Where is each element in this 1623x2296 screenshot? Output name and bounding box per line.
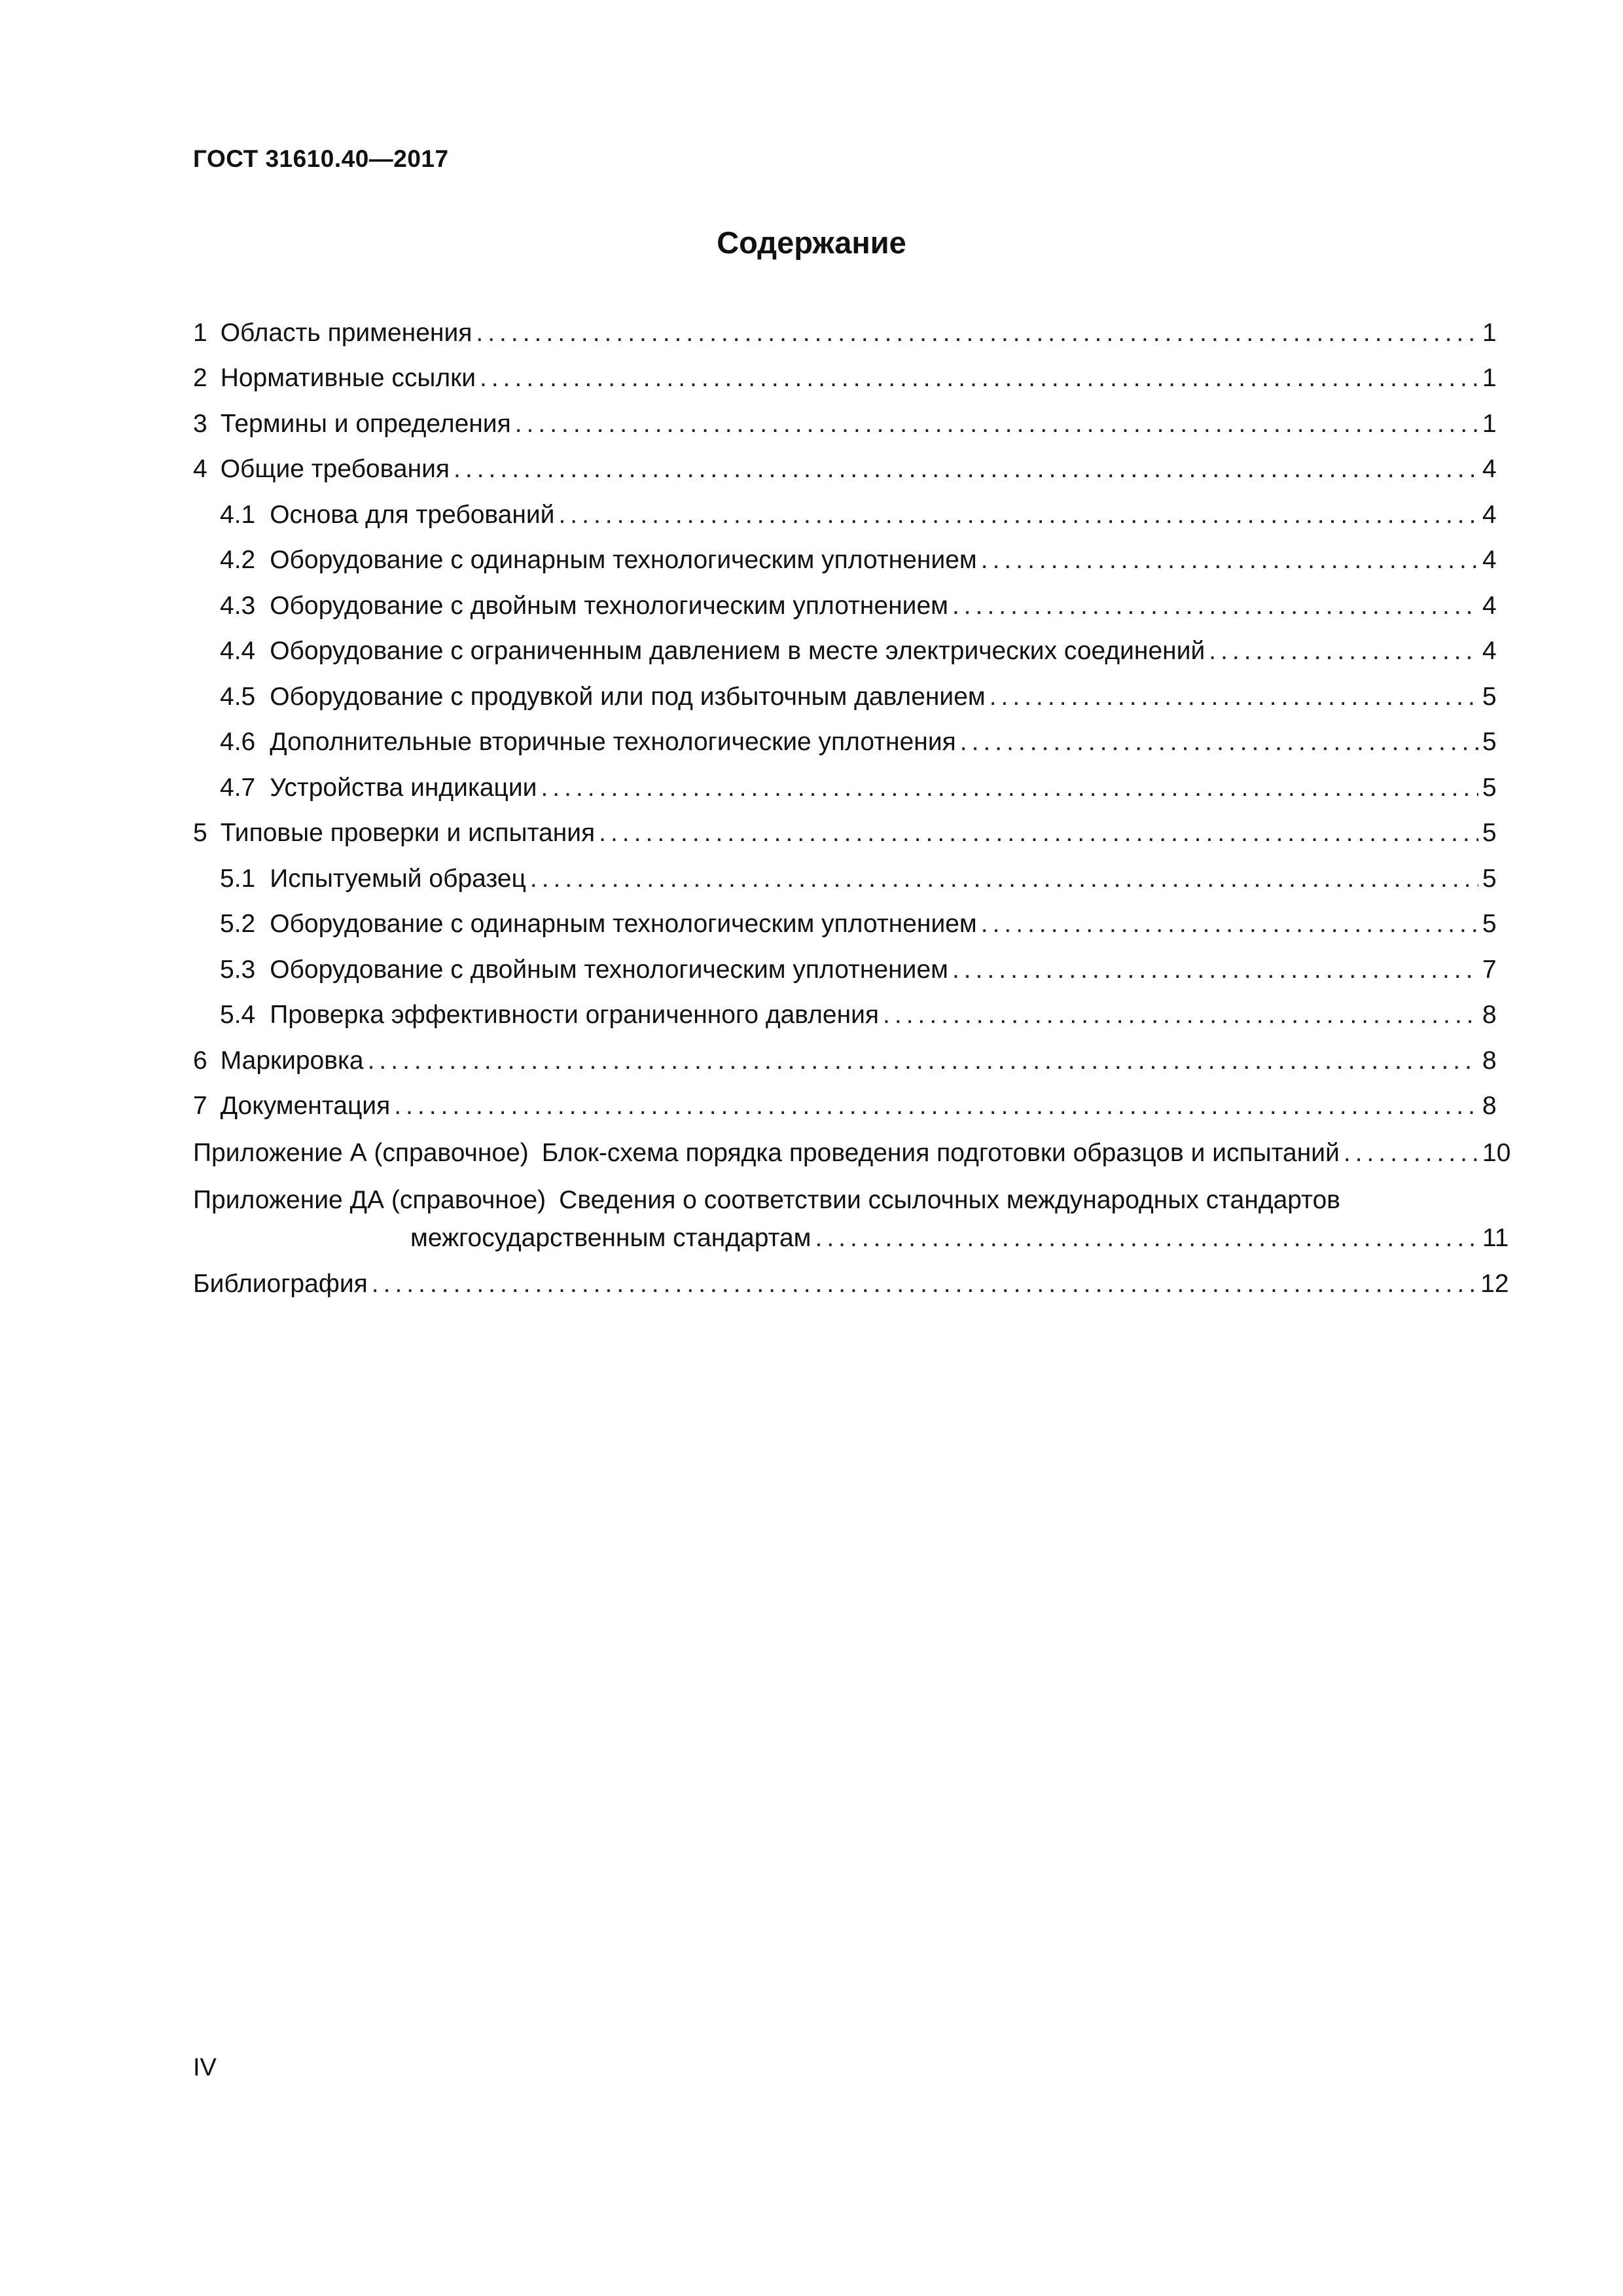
toc-entry-4-6[interactable] xyxy=(193,709,1495,755)
toc-entry-title: Оборудование с двойным технологическим уплотнением xyxy=(270,955,948,984)
toc-entry-title: Оборудование с одинарным технологическим уплотнением xyxy=(270,910,977,938)
toc-entry-page: 5 xyxy=(1482,864,1497,893)
toc-leader-dots xyxy=(952,593,1478,619)
toc-annex-title: Блок-схема порядка проведения подготовки образцов и испытаний xyxy=(541,1139,1340,1167)
toc-entry-number: 4.1 xyxy=(220,500,256,529)
toc-entry-1[interactable] xyxy=(193,300,1495,346)
toc-annex-title: Сведения о соответствии ссылочных международных стандартов xyxy=(559,1186,1340,1214)
toc-entry-title: Испытуемый образец xyxy=(270,864,526,893)
toc-entry-title: Проверка эффективности ограниченного давления xyxy=(270,1001,880,1029)
toc-entry-title: Область применения xyxy=(220,318,473,347)
toc-entry-page: 10 xyxy=(1482,1139,1511,1167)
toc-entry-title: Основа для требований xyxy=(270,500,555,529)
toc-entry-number: 1 xyxy=(193,318,207,347)
toc-entry-4-3[interactable] xyxy=(193,573,1495,619)
toc-entry-title: Оборудование с продувкой или под избыточным давлением xyxy=(270,682,986,711)
toc-annex-title-continued: межгосударственным стандартам xyxy=(410,1224,812,1252)
toc-entry-page: 7 xyxy=(1482,955,1497,984)
toc-entry-4-4[interactable] xyxy=(193,619,1495,664)
toc-entry-page: 8 xyxy=(1482,1092,1497,1120)
toc-entry-page: 8 xyxy=(1482,1046,1497,1075)
toc-entry-number: 3 xyxy=(193,409,207,438)
toc-entry-number: 4.6 xyxy=(220,728,256,756)
toc-entry-4-1[interactable] xyxy=(193,482,1495,528)
toc-entry-title: Типовые проверки и испытания xyxy=(220,819,596,847)
toc-entry-page: 11 xyxy=(1482,1224,1509,1252)
toc-entry-4-2[interactable] xyxy=(193,528,1495,573)
toc-leader-dots xyxy=(541,775,1478,800)
toc-entry-3[interactable] xyxy=(193,391,1495,437)
toc-entry-7[interactable] xyxy=(193,1073,1495,1119)
toc-entry-number: 5.1 xyxy=(220,864,256,893)
toc-title: Содержание xyxy=(717,225,906,260)
toc-entry-4[interactable] xyxy=(193,437,1495,482)
page-number: IV xyxy=(193,2054,217,2081)
toc-leader-dots xyxy=(558,502,1478,528)
toc-entry-number: 5.4 xyxy=(220,1001,256,1029)
toc-entry-5-2[interactable] xyxy=(193,891,1495,937)
toc-entry-5-3[interactable] xyxy=(193,937,1495,982)
toc-annex-label: Приложение А (справочное) xyxy=(193,1139,529,1167)
toc-leader-dots xyxy=(883,1002,1478,1028)
toc-entry-page: 4 xyxy=(1482,455,1497,483)
toc-leader-dots xyxy=(815,1225,1479,1251)
toc-entry-title: Маркировка xyxy=(220,1046,364,1075)
toc-entry-4-7[interactable] xyxy=(193,755,1495,800)
toc-entry-page: 5 xyxy=(1482,819,1497,847)
toc-entry-page: 4 xyxy=(1482,637,1497,665)
toc-entry-number: 4.5 xyxy=(220,682,256,711)
toc-entry-page: 4 xyxy=(1482,546,1497,574)
toc-entry-title: Оборудование с одинарным технологическим уплотнением xyxy=(270,546,977,574)
toc-entry-title: Термины и определения xyxy=(220,409,511,438)
toc-entry-number: 7 xyxy=(193,1092,207,1120)
toc-annex-da[interactable] xyxy=(193,1166,1495,1213)
toc-entry-title: Оборудование с ограниченным давлением в месте электрических соединений xyxy=(270,637,1205,665)
toc-entry-number: 4 xyxy=(193,455,207,483)
table-of-contents xyxy=(193,300,1511,1298)
toc-entry-page: 5 xyxy=(1482,910,1497,938)
document-header: ГОСТ 31610.40—2017 xyxy=(193,145,449,172)
toc-entry-page: 4 xyxy=(1482,591,1497,620)
toc-leader-dots xyxy=(476,320,1478,346)
toc-leader-dots xyxy=(368,1048,1478,1073)
toc-leader-dots xyxy=(1209,638,1478,664)
toc-entry-title: Оборудование с двойным технологическим уплотнением xyxy=(270,591,948,620)
toc-leader-dots xyxy=(1344,1140,1478,1166)
toc-entry-number: 5.2 xyxy=(220,910,256,938)
toc-leader-dots xyxy=(515,411,1478,437)
toc-entry-page: 5 xyxy=(1482,773,1497,802)
toc-entry-number: 5.3 xyxy=(220,955,256,984)
toc-entry-number: 2 xyxy=(193,364,207,392)
toc-leader-dots xyxy=(990,684,1478,709)
toc-entry-page: 4 xyxy=(1482,500,1497,529)
toc-entry-number: 5 xyxy=(193,819,207,847)
toc-leader-dots xyxy=(480,365,1478,391)
toc-entry-number: 4.3 xyxy=(220,591,256,620)
toc-entry-page: 8 xyxy=(1482,1001,1497,1029)
toc-leader-dots xyxy=(530,866,1478,891)
toc-leader-dots xyxy=(981,911,1478,937)
toc-annex-label: Приложение ДА (справочное) xyxy=(193,1186,546,1214)
toc-leader-dots xyxy=(599,820,1478,846)
toc-entry-5-4[interactable] xyxy=(193,982,1495,1028)
toc-entry-number: 4.2 xyxy=(220,546,256,574)
toc-entry-title: Документация xyxy=(220,1092,391,1120)
toc-entry-title: Устройства индикации xyxy=(270,773,537,802)
toc-entry-page: 1 xyxy=(1482,409,1497,438)
toc-leader-dots xyxy=(372,1271,1476,1297)
toc-bibliography[interactable] xyxy=(193,1251,1509,1298)
toc-entry-title: Общие требования xyxy=(220,455,450,483)
toc-entry-5-1[interactable] xyxy=(193,846,1495,891)
toc-entry-page: 5 xyxy=(1482,682,1497,711)
toc-entry-title: Дополнительные вторичные технологические уплотнения xyxy=(270,728,956,756)
toc-entry-6[interactable] xyxy=(193,1028,1495,1073)
toc-entry-page: 5 xyxy=(1482,728,1497,756)
toc-entry-title: Нормативные ссылки xyxy=(220,364,476,392)
toc-entry-number: 4.7 xyxy=(220,773,256,802)
toc-leader-dots xyxy=(981,547,1478,573)
toc-entry-4-5[interactable] xyxy=(193,664,1495,709)
toc-leader-dots xyxy=(454,456,1478,482)
toc-entry-page: 12 xyxy=(1480,1269,1509,1298)
toc-leader-dots xyxy=(960,729,1478,755)
toc-entry-number: 6 xyxy=(193,1046,207,1075)
toc-entry-5[interactable] xyxy=(193,800,1495,846)
toc-entry-2[interactable] xyxy=(193,346,1495,391)
toc-leader-dots xyxy=(394,1093,1478,1119)
toc-entry-page: 1 xyxy=(1482,318,1497,347)
toc-annex-a[interactable] xyxy=(193,1119,1511,1167)
toc-entry-number: 4.4 xyxy=(220,637,256,665)
toc-entry-title: Библиография xyxy=(193,1269,368,1298)
toc-annex-da-continued[interactable] xyxy=(193,1213,1509,1252)
toc-entry-page: 1 xyxy=(1482,364,1497,392)
toc-leader-dots xyxy=(952,957,1478,982)
